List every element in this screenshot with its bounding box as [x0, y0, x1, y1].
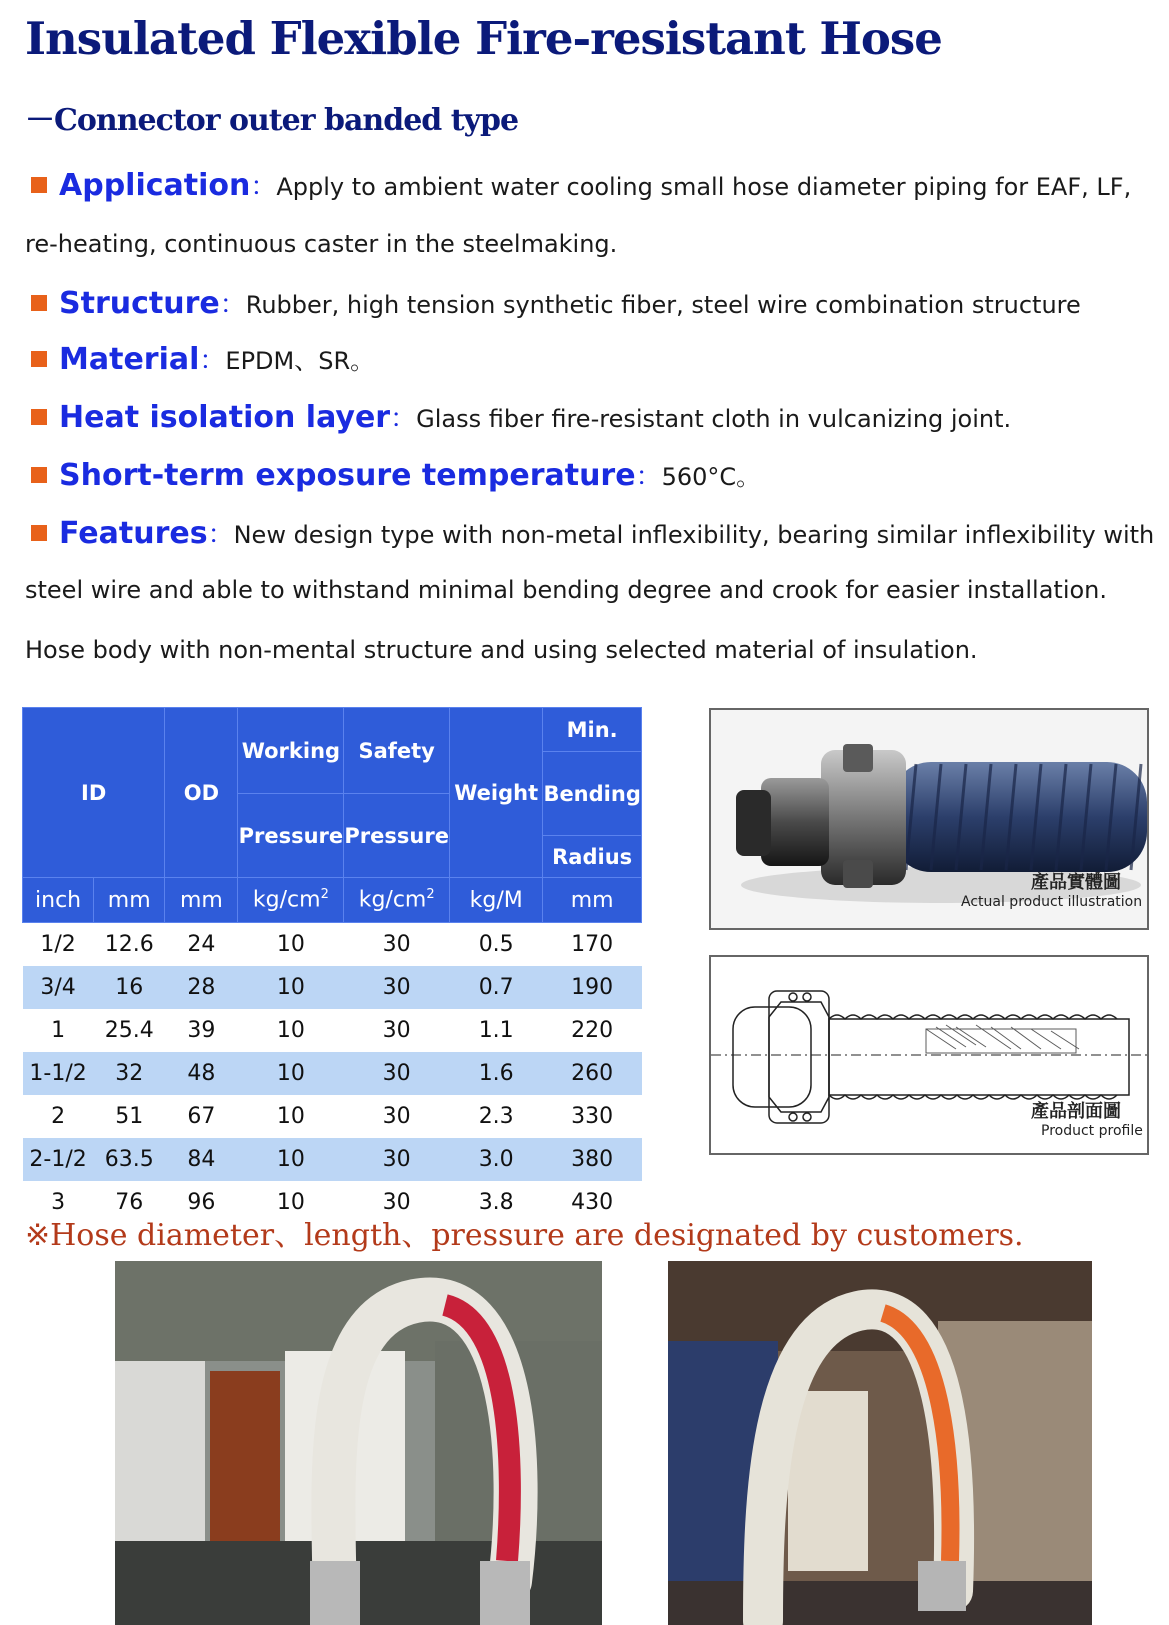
table-row: 1-1/2 32 48 10 30 1.6 260 [23, 1052, 642, 1095]
bullet-icon [31, 177, 47, 193]
header-id: ID [23, 708, 165, 878]
bullet-icon [31, 409, 47, 425]
spec-label: Structure [59, 286, 220, 321]
spec-application: Application：Apply to ambient water cooling small hose diameter piping for EAF, LF, [25, 166, 1131, 203]
bullet-icon [31, 295, 47, 311]
actual-caption-en: Actual product illustration [961, 894, 1143, 910]
spec-text: Glass fiber fire-resistant cloth in vulcanizing joint. [416, 405, 1012, 433]
product-photo-left [115, 1261, 602, 1625]
customization-note: ※Hose diameter、length、pressure are designated by customers. [25, 1218, 1024, 1253]
spec-heat-isolation: Heat isolation layer：Glass fiber fire-resistant cloth in vulcanizing joint. [25, 398, 1011, 435]
header-radius: Radius [543, 836, 642, 878]
profile-caption-cn: 產品剖面圖 [1031, 1101, 1121, 1122]
header-weight: Weight [450, 708, 543, 878]
header-safety-2: Pressure [344, 794, 450, 878]
table-row: 3 76 96 10 30 3.8 430 [51, 1190, 614, 1215]
unit-mm: mm [165, 878, 238, 923]
unit-kg-m: kg/M [450, 878, 543, 923]
spec-text: 560°C。 [661, 463, 761, 491]
header-working-1: Working [238, 708, 344, 794]
spec-structure: Structure：Rubber, high tension synthetic fiber, steel wire combination structure [25, 284, 1081, 321]
spec-label: Features [59, 516, 208, 551]
table-row: 3/4 16 28 10 30 0.7 190 [23, 966, 642, 1009]
table-row: 2-1/2 63.5 84 10 30 3.0 380 [23, 1138, 642, 1181]
unit-kg-cm2: $kg/cm^2$ [238, 878, 344, 923]
spec-application-cont: re-heating, continuous caster in the steelmaking. [25, 230, 618, 258]
bullet-icon [31, 525, 47, 541]
photo-image [115, 1261, 602, 1625]
table-row: 2 51 67 10 30 2.3 330 [51, 1104, 614, 1129]
spec-text: New design type with non-metal inflexibility, bearing similar inflexibility with [233, 521, 1155, 549]
spec-material: Material：EPDM、SR。 [25, 340, 374, 377]
unit-mm: mm [94, 878, 165, 923]
page-title: Insulated Flexible Fire-resistant Hose [25, 12, 942, 65]
actual-caption-cn: 產品實體圖 [1031, 872, 1121, 893]
table-row: 1 25.4 39 10 30 1.1 220 [51, 1018, 614, 1043]
unit-kg-cm2: $kg/cm^2$ [344, 878, 450, 923]
spec-label: Application [59, 168, 251, 203]
spec-label: Short-term exposure temperature [59, 458, 636, 493]
product-profile-illustration [709, 955, 1149, 1155]
header-bending: Bending [543, 752, 642, 836]
spec-features: Features：New design type with non-metal inflexibility, bearing similar inflexibility with [25, 514, 1154, 551]
spec-text: Rubber, high tension synthetic fiber, steel wire combination structure [245, 291, 1081, 319]
spec-features-cont-1: steel wire and able to withstand minimal bending degree and crook for easier installation. [25, 576, 1108, 604]
spec-label: Material [59, 342, 200, 377]
bullet-icon [31, 467, 47, 483]
table-row: 1/2 12.6 24 10 30 0.5 170 [40, 932, 614, 957]
profile-caption-en: Product profile [1041, 1123, 1143, 1139]
product-photo-right [668, 1261, 1092, 1625]
unit-mm: mm [543, 878, 642, 923]
bullet-icon [31, 351, 47, 367]
actual-product-illustration [709, 708, 1149, 930]
header-safety-1: Safety [344, 708, 450, 794]
spec-text: Apply to ambient water cooling small hose diameter piping for EAF, LF, [276, 173, 1132, 201]
spec-features-cont-2: Hose body with non-mental structure and using selected material of insulation. [25, 636, 978, 664]
unit-inch: inch [23, 878, 94, 923]
page-subtitle: －Connector outer banded type [25, 103, 519, 138]
header-min: Min. [543, 708, 642, 752]
spec-table [22, 707, 642, 1224]
spec-temperature: Short-term exposure temperature：560°C。 [25, 456, 760, 493]
header-od: OD [165, 708, 238, 878]
photo-image [668, 1261, 1092, 1625]
spec-label: Heat isolation layer [59, 400, 391, 435]
header-working-2: Pressure [238, 794, 344, 878]
spec-text: EPDM、SR。 [225, 347, 375, 375]
